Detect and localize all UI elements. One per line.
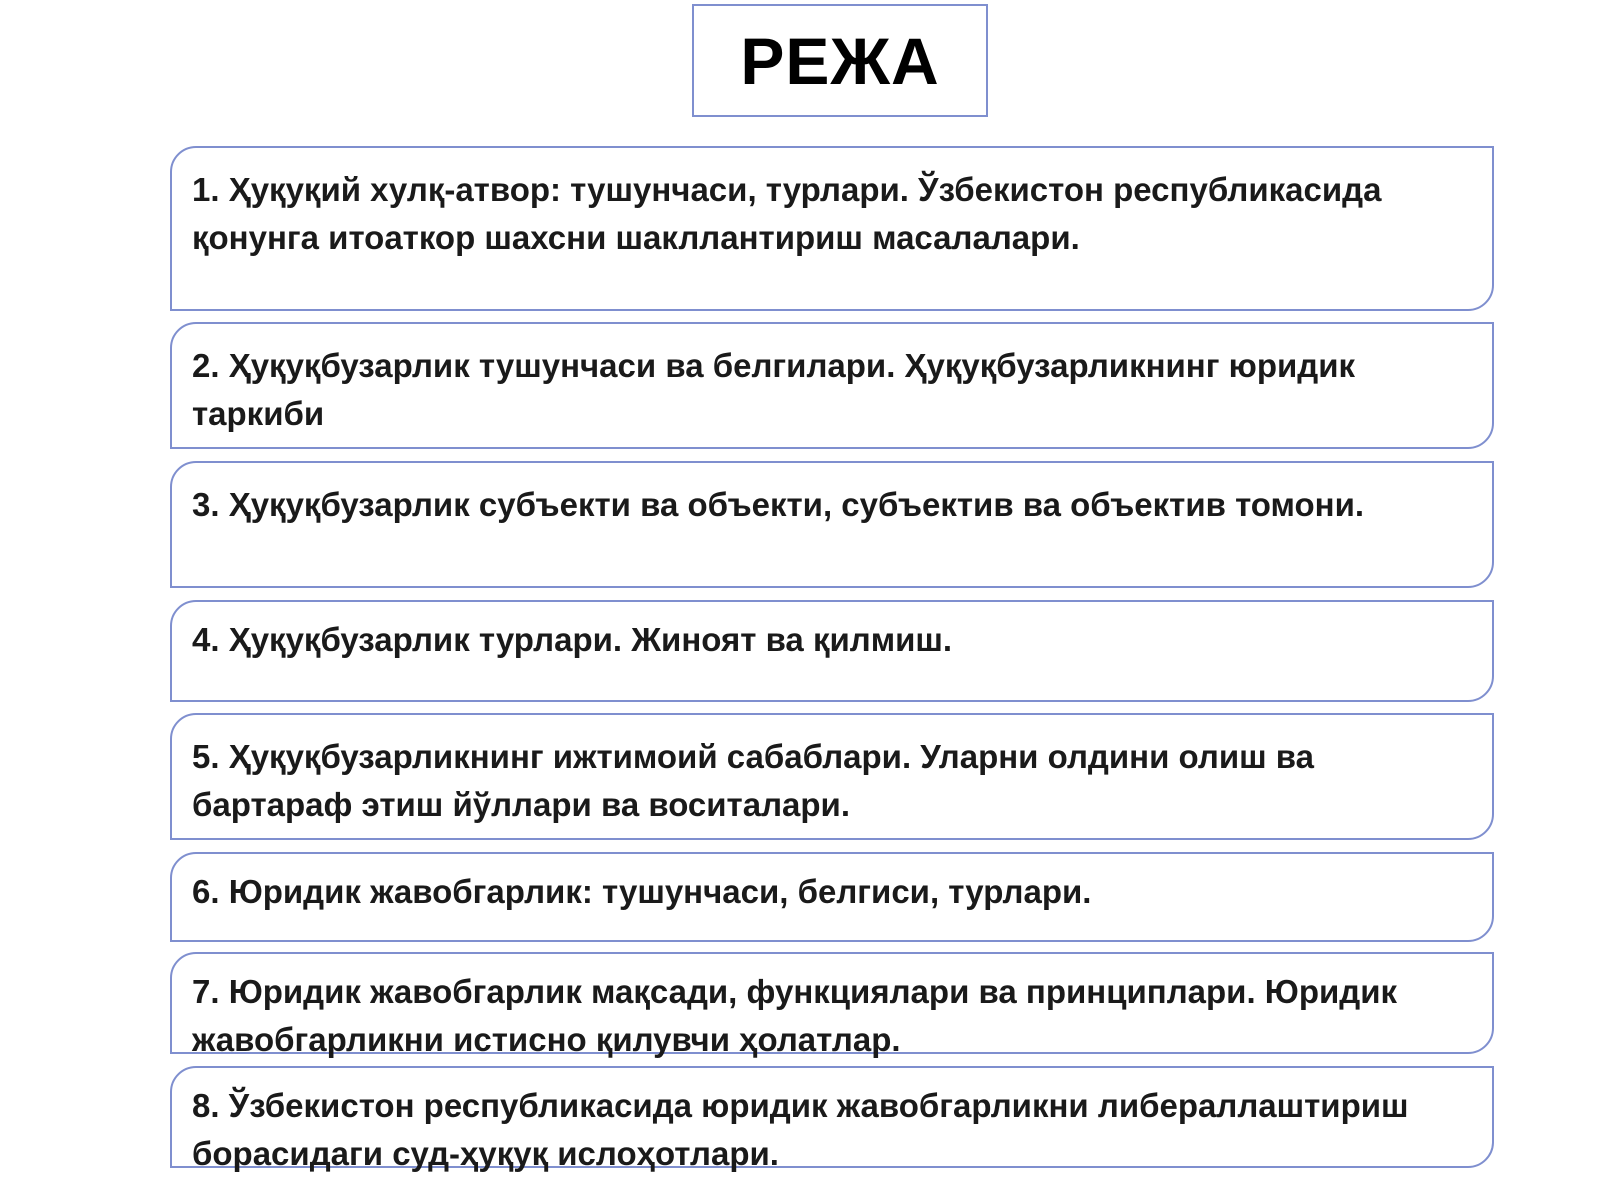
plan-item-5 — [170, 713, 1494, 840]
plan-item-8 — [170, 1066, 1494, 1172]
plan-item-text: 6. Юридик жавобгарлик: тушунчаси, белгиси, турлари. — [192, 873, 1092, 910]
plan-item-text: 4. Ҳуқуқбузарлик турлари. Жиноят ва қилмиш. — [192, 621, 953, 658]
page-title: РЕЖА — [740, 23, 940, 98]
plan-item-text: 1. Ҳуқуқий хулқ-атвор: тушунчаси, турлари. Ўзбекистон республикасида қонунга итоаткор шахсни шакллантириш масалалари. — [192, 171, 1382, 256]
plan-item-text: 2. Ҳуқуқбузарлик тушунчаси ва белгилари. Ҳуқуқбузарликнинг юридик таркиби — [192, 347, 1356, 432]
plan-item-2 — [170, 322, 1494, 449]
plan-item-6 — [170, 852, 1494, 942]
title-box — [692, 4, 988, 117]
plan-item-4 — [170, 600, 1494, 702]
plan-item-text: 3. Ҳуқуқбузарлик субъекти ва объекти, субъектив ва объектив томони. — [192, 486, 1365, 523]
plan-item-7 — [170, 952, 1494, 1058]
plan-item-text: 5. Ҳуқуқбузарликнинг ижтимоий сабаблари. Уларни олдини олиш ва бартараф этиш йўллари ва воситалари. — [192, 738, 1314, 823]
plan-item-text: 8. Ўзбекистон республикасида юридик жавобгарликни либераллаштириш борасидаги суд-ҳуқуқ ислоҳотлари. — [192, 1087, 1409, 1172]
plan-item-3 — [170, 461, 1494, 588]
plan-item-text: 7. Юридик жавобгарлик мақсади, функциялари ва принциплари. Юридик жавобгарликни истисно қилувчи ҳолатлар. — [192, 973, 1398, 1058]
plan-item-1 — [170, 146, 1494, 311]
